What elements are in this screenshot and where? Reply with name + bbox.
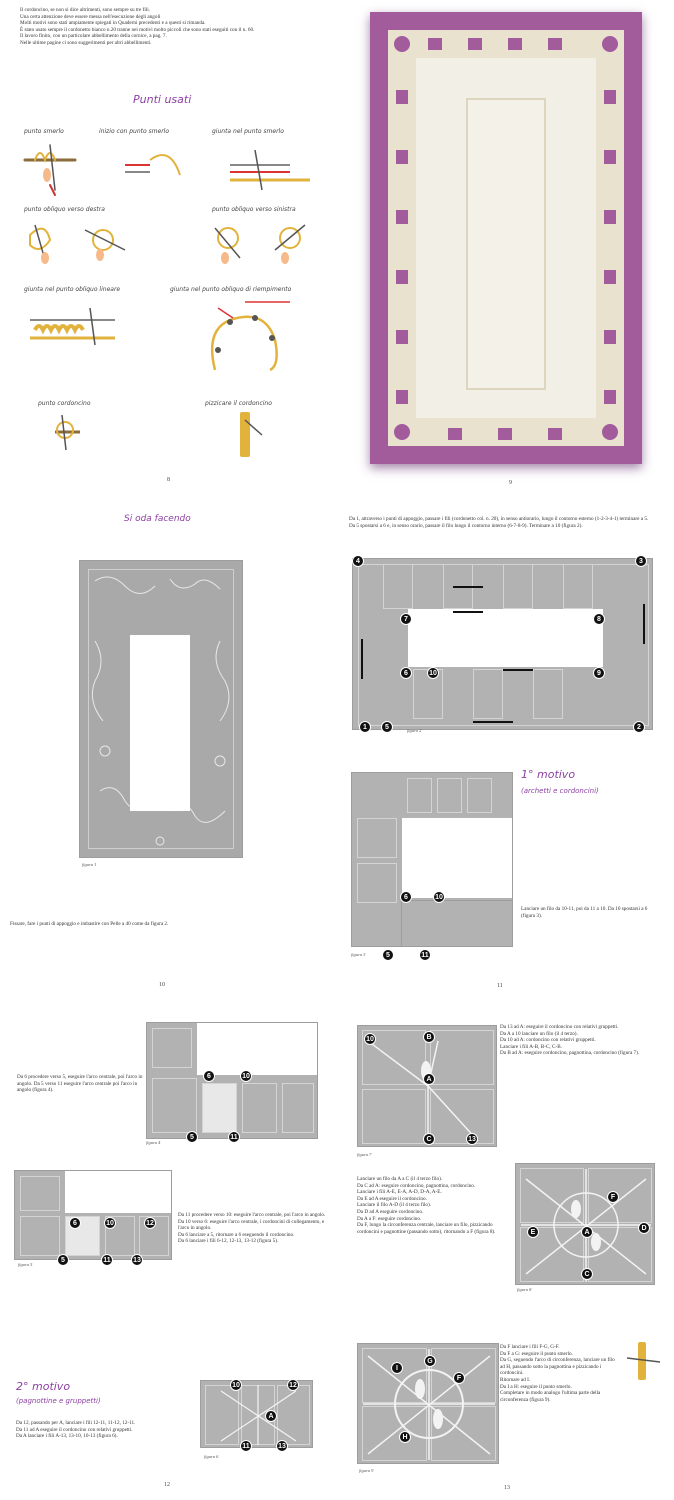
stitch-label: giunta nel punto obliquo lineare xyxy=(24,286,121,293)
figure-8 xyxy=(515,1163,655,1285)
marker-badge: C xyxy=(581,1268,593,1280)
motif-2-text: Da 12, passando per A, lanciare i fili 12-11, 11-12, 12-11. Da 11 ad A eseguire il cordoncino con relativi gruppetti. Da A lanciare i fili A-13, 13-10, 10-13 (figura 6). xyxy=(16,1420,136,1440)
marker-badge: 10 xyxy=(230,1379,242,1391)
thread-lines xyxy=(516,1164,655,1285)
marker-badge: 11 xyxy=(101,1254,113,1266)
stitch-illustrations xyxy=(0,0,337,470)
page-number: 8 xyxy=(167,477,170,483)
marker-badge: 9 xyxy=(593,667,605,679)
page-13 xyxy=(337,1000,674,1500)
punti-usati-heading: Punti usati xyxy=(133,93,192,106)
marker-badge: 5 xyxy=(382,949,394,961)
marker-badge: A xyxy=(423,1073,435,1085)
stitch-label: inizio con punto smerlo xyxy=(99,128,170,135)
thread-lines xyxy=(358,1026,497,1147)
page13-text-c: Da F lanciare i fili F-G, G-F. Da F a G: eseguire il punto smerlo. Da G, seguendo l'arco di circonferenza, lanciare un filo ad H, passando sotto la pagnottina e pizzicando i cordoncini. Ritornare ad I. Da I a H: eseguire il punto smerlo. Completare in modo analogo l'ultima parte della circonferenza (figura 9). xyxy=(500,1344,615,1403)
marker-badge: 12 xyxy=(287,1379,299,1391)
marker-badge: 5 xyxy=(57,1254,69,1266)
marker-badge: 13 xyxy=(131,1254,143,1266)
obliquo-sinistra-illustration xyxy=(215,225,305,264)
page-number: 13 xyxy=(504,1485,510,1491)
marker-badge: 10 xyxy=(104,1217,116,1229)
page-number: 11 xyxy=(497,983,503,989)
thread-lines xyxy=(201,1381,313,1448)
marker-badge: 6 xyxy=(69,1217,81,1229)
motif-text: Lanciare un filo da 10-11, poi da 11 a 10. Da 10 spostarsi a 6 (figura 3). xyxy=(521,906,648,919)
marker-badge: 10 xyxy=(240,1070,252,1082)
punto-smerlo-illustration xyxy=(25,145,75,195)
lace-photo xyxy=(370,12,642,464)
figure-7 xyxy=(357,1025,497,1147)
page-number: 10 xyxy=(159,982,165,988)
stitch-label: punto cordoncino xyxy=(38,400,91,407)
marker-badge: F xyxy=(453,1372,465,1384)
stitch-label: punto obliquo verso sinistra xyxy=(212,206,296,213)
figure-caption: figura 3 xyxy=(351,952,366,957)
marker-badge: 7 xyxy=(400,613,412,625)
intro-text: Il cordoncino, se non si dice altrimenti, sono sempre su tre fili. Una certa attenzione deve essere messa nell'esecuzione degli angoli Molti motivi sono stati ampiamente spiegati in Quaderni precedenti e a questi si rimanda. È stato usato sempre il cordonetto bianco n.20 tranne nei motivi molto piccoli che sono stati eseguiti con il n. 60. Il lavoro finito, con un particolare abbellimento della cornice, a pag. 7. Nelle ultime pagine ci sono suggerimenti per altri abbellimenti. xyxy=(20,7,255,46)
marker-badge: A xyxy=(581,1226,593,1238)
linen-center xyxy=(466,98,546,390)
punto-cordoncino-illustration xyxy=(55,415,80,450)
marker-badge: 12 xyxy=(144,1217,156,1229)
figure-caption: figura 6 xyxy=(204,1454,219,1459)
obliquo-riempimento-illustration xyxy=(212,302,290,370)
figure-caption: figura 2 xyxy=(407,728,422,733)
marker-badge: I xyxy=(391,1362,403,1374)
figure-caption: figura 5 xyxy=(18,1262,33,1267)
page-heading: Si oda facendo xyxy=(124,514,191,524)
marker-badge: 10 xyxy=(364,1033,376,1045)
pattern-figure-1 xyxy=(79,560,243,858)
figure-caption: figura 1 xyxy=(82,862,97,867)
figure-2-frame xyxy=(352,558,653,730)
marker-badge: 3 xyxy=(635,555,647,567)
marker-badge: 13 xyxy=(276,1440,288,1452)
figure-caption: figura 7 xyxy=(357,1152,372,1157)
marker-badge: 5 xyxy=(381,721,393,733)
direction-arrow xyxy=(453,586,483,588)
marker-badge: 4 xyxy=(352,555,364,567)
marker-badge: 6 xyxy=(400,667,412,679)
motif-2-title: 2° motivo xyxy=(16,1380,71,1393)
motif-subtitle: (archetti e cordoncini) xyxy=(521,787,599,795)
marker-badge: 11 xyxy=(228,1131,240,1143)
marker-badge: 11 xyxy=(240,1440,252,1452)
figure-caption: figura 8 xyxy=(517,1287,532,1292)
marker-badge: B xyxy=(423,1031,435,1043)
marker-badge: 2 xyxy=(633,721,645,733)
page12-text-a: Da 6 procedere verso 5, eseguire l'arco centrale, poi l'arco in angolo. Da 5 verso 11 eseguire l'arco centrale poi l'arco in angolo (figura 4). xyxy=(17,1074,143,1094)
page-10 xyxy=(0,500,337,1000)
marker-badge: 1 xyxy=(359,721,371,733)
stitch-label: punto obliquo verso destra xyxy=(24,206,105,213)
obliquo-destra-illustration xyxy=(30,225,125,264)
corner-cutout xyxy=(197,1023,318,1075)
marker-badge: A xyxy=(265,1410,277,1422)
page11-top-text: Da 1, attraverso i punti di appoggio, passare i fili (cordonetto col. n. 20), in senso antiorario, lungo il contorno esterno (1-2-3-4-1) terminare a 5. Da 5 spostarsi a 6 e, in senso orario, passare il filo lungo il contorno interno (6-7-8-9). Terminare a 10 (figura 2). xyxy=(349,516,649,529)
page-11 xyxy=(337,500,674,1000)
marker-badge: E xyxy=(527,1226,539,1238)
page13-text-b: Lanciare un filo da A a C (il 4 terzo filo). Da C ad A: eseguire cordoncino, pagnottina, cordoncino. Lanciare i fili A-E, E-A, A-D, D-A, A-E. Da E ad A eseguire il cordoncino. Lanciare il filo A-D (il 4 terzo filo). Da D ad A eseguire cordoncino. Da A a F: eseguire cordoncino. Da F, lungo la circonferenza centrale, lanciare un filo, pizzicando cordoncini e pagnottine (passando sotto), ritornando a F (figura 8). xyxy=(357,1176,496,1235)
figure-6 xyxy=(200,1380,313,1448)
page-8 xyxy=(0,0,337,500)
figure-5 xyxy=(14,1170,172,1260)
direction-arrow xyxy=(503,669,533,671)
inizio-smerlo-illustration xyxy=(125,155,180,175)
corner-cutout xyxy=(402,818,513,898)
figure-caption: figura 4 xyxy=(146,1140,161,1145)
direction-arrow xyxy=(361,639,363,679)
marker-badge: 13 xyxy=(466,1133,478,1145)
marker-badge: 10 xyxy=(433,891,445,903)
page-number: 9 xyxy=(509,480,512,486)
marker-badge: C xyxy=(423,1133,435,1145)
direction-arrow xyxy=(643,604,645,644)
corner-cutout xyxy=(65,1171,172,1213)
marker-badge: 11 xyxy=(419,949,431,961)
motif-2-subtitle: (pagnottine e gruppetti) xyxy=(16,1397,101,1405)
stitch-label: giunta nel punto obliquo di riempimento xyxy=(170,286,292,293)
stitch-label: giunta nel punto smerlo xyxy=(212,128,284,135)
page-12 xyxy=(0,1000,337,1500)
marker-badge: D xyxy=(638,1222,650,1234)
page-9 xyxy=(337,0,674,500)
marker-badge: 10 xyxy=(427,667,439,679)
marker-badge: 6 xyxy=(203,1070,215,1082)
obliquo-lineare-illustration xyxy=(30,308,115,345)
figure-3-bottom-strip xyxy=(401,900,513,947)
stitch-label: punto smerlo xyxy=(24,128,64,135)
marker-badge: 8 xyxy=(593,613,605,625)
marker-badge: H xyxy=(399,1431,411,1443)
motif-title: 1° motivo xyxy=(521,768,576,781)
stitch-label: pizzicare il cordoncino xyxy=(205,400,272,407)
page13-text-a: Da 13 ad A: eseguire il cordoncino con relativi gruppetti. Da A a 10 lanciare un filo (il 4 terzo). Da 10 ad A: cordoncino con relativi gruppetti. Lanciare i fili A-B, B-C, C-B. Da B ad A: eseguire cordoncino, pagnottina, cordoncino (figura 7). xyxy=(500,1024,640,1057)
direction-arrow xyxy=(453,611,483,613)
page12-text-b: Da 11 procedere verso 10: eseguire l'arco centrale, poi l'arco in angolo. Da 10 verso 6: eseguire l'arco centrale, i cordoncini di collegamento, e l'arco in angolo. Da 6 lanciare a 5, ritornare a 6 eseguendo il cordoncino. Da 6 lanciare i fili 6-12, 12-13, 13-12 (figura 5). xyxy=(178,1212,326,1245)
marker-badge: 5 xyxy=(186,1131,198,1143)
figure-4 xyxy=(146,1022,318,1139)
direction-arrow xyxy=(473,721,513,723)
pattern-cutout xyxy=(130,635,190,811)
page-number: 12 xyxy=(164,1482,170,1488)
marker-badge: 6 xyxy=(400,891,412,903)
giunta-smerlo-illustration xyxy=(230,150,310,190)
page10-body: Fissare, fare i punti di appoggio e imbastire con Pelle a 40 come da figura 2. xyxy=(10,921,169,927)
pizzicare-cordoncino-illustration xyxy=(240,412,262,457)
needle-icon xyxy=(622,1340,662,1385)
marker-badge: F xyxy=(607,1191,619,1203)
figure-caption: figura 9 xyxy=(359,1468,374,1473)
marker-badge: G xyxy=(424,1355,436,1367)
